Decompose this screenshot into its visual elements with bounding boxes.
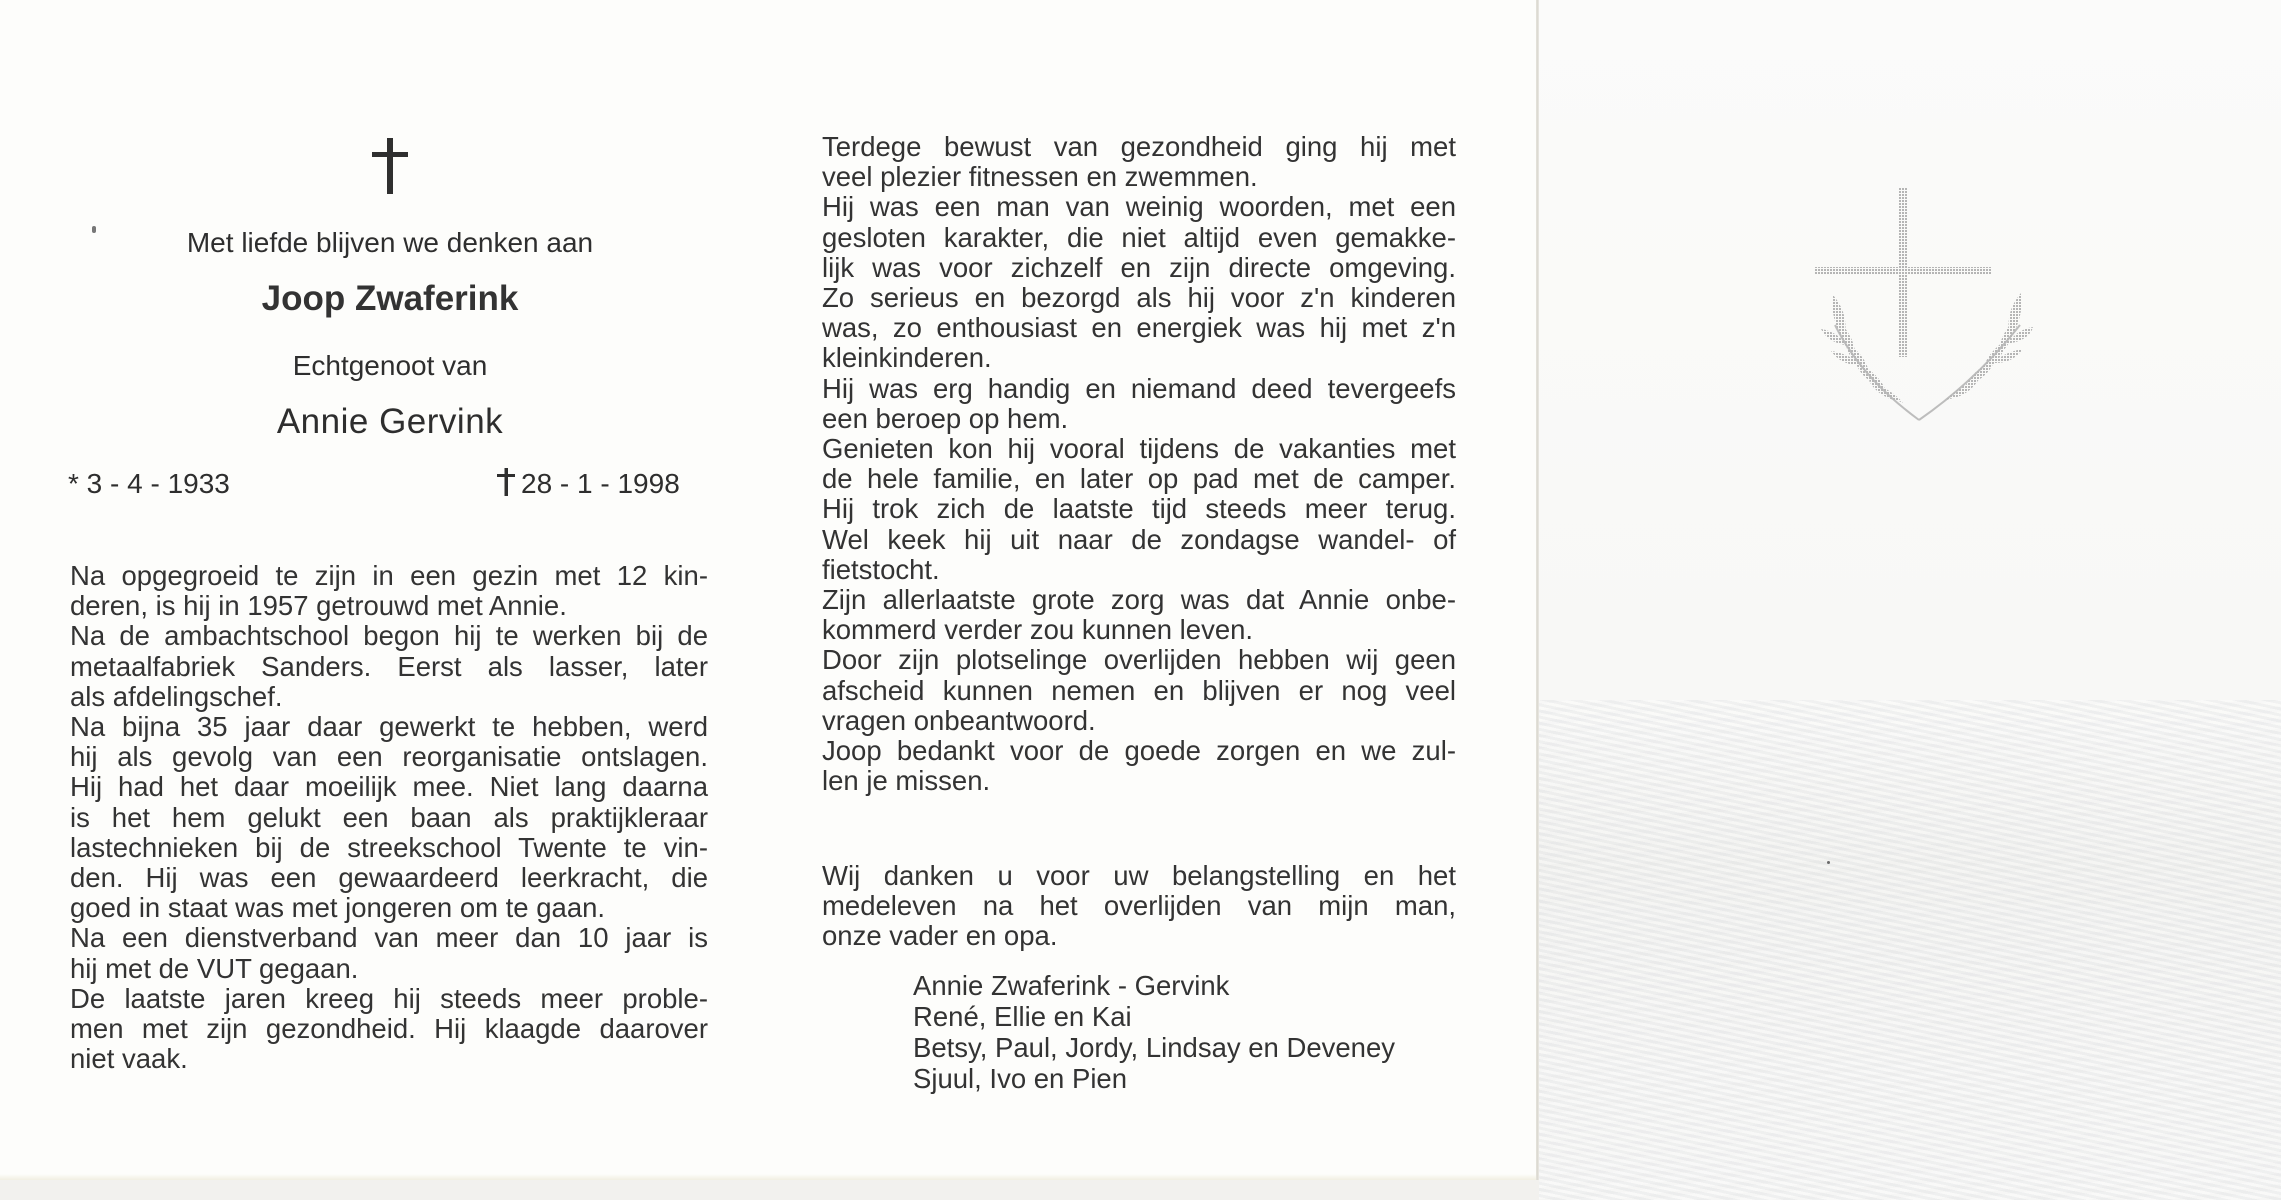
- thanks-message: [822, 861, 1456, 952]
- bio-line: men met zijn gezondheid. Hij klaagde daarover: [70, 1013, 708, 1045]
- bio-line: lijk was voor zichzelf en zijn directe omgeving.: [822, 251, 1456, 283]
- bio-line: veel plezier fitnessen en zwemmen.: [822, 161, 1258, 193]
- bio-line: len je missen.: [822, 765, 991, 797]
- deceased-name: Joop Zwaferink: [261, 279, 519, 318]
- bio-line: De laatste jaren kreeg hij steeds meer proble-: [70, 982, 708, 1014]
- family-signatures: [913, 970, 1395, 1094]
- bio-line: fietstocht.: [822, 553, 940, 585]
- bio-line: Hij had het daar moeilijk mee. Niet lang daarna: [70, 771, 708, 803]
- bio-line: een beroep op hem.: [822, 402, 1069, 434]
- bio-line: als afdelingschef.: [70, 680, 283, 712]
- bio-line: Hij was een man van weinig woorden, met een: [822, 191, 1456, 223]
- bio-line: Na de ambachtschool begon hij te werken bij de: [70, 620, 708, 652]
- signature-line: Betsy, Paul, Jordy, Lindsay en Deveney: [913, 1032, 1396, 1063]
- relation-label: Echtgenoot van: [292, 350, 488, 381]
- signature-line: René, Ellie en Kai: [913, 1001, 1132, 1032]
- signature-line: Sjuul, Ivo en Pien: [913, 1063, 1128, 1094]
- bio-line: kleinkinderen.: [822, 342, 992, 374]
- bio-line: den. Hij was een gewaardeerd leerkracht, die: [70, 862, 708, 894]
- bio-line: Door zijn plotselinge overlijden hebben wij geen: [822, 644, 1456, 676]
- death-date: 28 - 1 - 1998: [521, 468, 680, 499]
- dagger-icon: [497, 468, 515, 496]
- bio-line: was, zo enthousiast en energiek was hij met z'n: [822, 312, 1456, 344]
- cross-with-palm-branches-icon: [1815, 185, 2035, 425]
- bio-line: Wel keek hij uit naar de zondagse wandel- of: [822, 523, 1456, 555]
- bio-line: kommerd verder zou kunnen leven.: [822, 614, 1254, 646]
- bio-line: Hij trok zich de laatste tijd steeds meer terug.: [822, 493, 1456, 525]
- paper-texture: [1539, 700, 2281, 1200]
- bio-line: lastechnieken bij de streekschool Twente te vin-: [70, 831, 708, 863]
- bio-line: deren, is hij in 1957 getrouwd met Annie.: [70, 590, 567, 622]
- biography-right: [822, 132, 1456, 796]
- bio-line: vragen onbeantwoord.: [822, 704, 1096, 736]
- scan-speck: [1827, 861, 1830, 864]
- signature-line: Annie Zwaferink - Gervink: [913, 970, 1230, 1001]
- bio-line: hij met de VUT gegaan.: [70, 952, 359, 984]
- bio-line: afscheid kunnen nemen en blijven er nog veel: [822, 674, 1456, 706]
- cross-icon: [370, 138, 410, 194]
- bio-line: metaalfabriek Sanders. Eerst als lasser, later: [70, 650, 708, 682]
- bio-line: Joop bedankt voor de goede zorgen en we zul-: [822, 735, 1456, 767]
- biography-left: [70, 561, 708, 1074]
- bio-line: hij als gevolg van een reorganisatie ontslagen.: [70, 741, 708, 773]
- thanks-line: Wij danken u voor uw belangstelling en het: [822, 860, 1456, 891]
- bio-line: de hele familie, en later op pad met de camper.: [822, 463, 1456, 495]
- bio-line: Na opgegroeid te zijn in een gezin met 12 kin-: [70, 560, 708, 591]
- thanks-line: onze vader en opa.: [822, 920, 1058, 952]
- death-date-line: [497, 468, 680, 500]
- spouse-name: Annie Gervink: [276, 402, 504, 441]
- birth-date: * 3 - 4 - 1933: [68, 468, 230, 499]
- bio-line: Zo serieus en bezorgd als hij voor z'n kinderen: [822, 282, 1456, 314]
- cover-panel: [1539, 0, 2281, 1200]
- bio-line: gesloten karakter, die niet altijd even gemakke-: [822, 221, 1456, 253]
- bio-line: is het hem gelukt een baan als praktijkleraar: [70, 801, 708, 833]
- bio-line: Genieten kon hij vooral tijdens de vakanties met: [822, 433, 1456, 465]
- bio-line: goed in staat was met jongeren om te gaan.: [70, 892, 606, 924]
- bio-line: Hij was erg handig en niemand deed tevergeefs: [822, 372, 1456, 404]
- thanks-line: medeleven na het overlijden van mijn man,: [822, 890, 1456, 922]
- bio-line: Na bijna 35 jaar daar gewerkt te hebben, werd: [70, 711, 708, 743]
- bio-line: Zijn allerlaatste grote zorg was dat Annie onbe-: [822, 584, 1456, 616]
- bio-line: Terdege bewust van gezondheid ging hij met: [822, 131, 1456, 162]
- bio-line: niet vaak.: [70, 1043, 188, 1075]
- intro-text: Met liefde blijven we denken aan: [186, 227, 594, 258]
- bio-line: Na een dienstverband van meer dan 10 jaar is: [70, 922, 708, 954]
